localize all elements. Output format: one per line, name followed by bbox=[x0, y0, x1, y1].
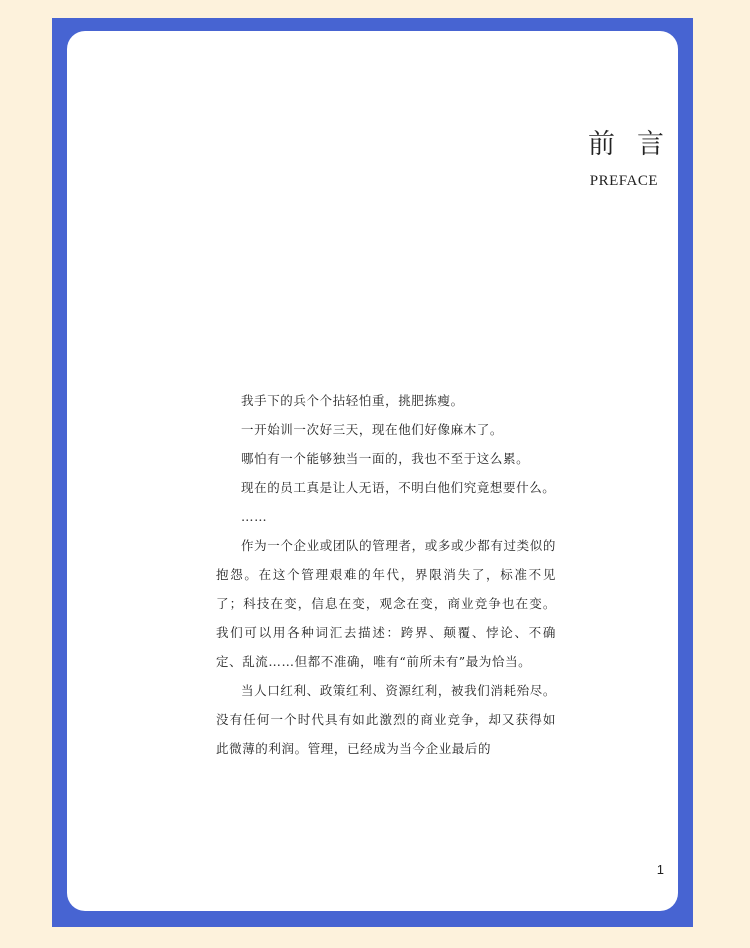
page-subtitle: PREFACE bbox=[589, 173, 658, 189]
paragraph: …… bbox=[241, 509, 268, 524]
paragraph: 哪怕有一个能够独当一面的，我也不至于这么累。 bbox=[241, 451, 530, 466]
paragraph: 现在的员工真是让人无语，不明白他们究竟想要什么。 bbox=[241, 480, 556, 495]
paragraph: 作为一个企业或团队的管理者，或多或少都有过类似的抱怨。在这个管理艰难的年代，界限消失了，标准不见了；科技在变，信息在变，观念在变，商业竞争也在变。我们可以用各种词汇去描述：跨界、颠覆、悖论、不确定、乱流……但都不准确，唯有“前所未有”最为恰当。 bbox=[216, 538, 556, 669]
paragraph: 当人口红利、政策红利、资源红利，被我们消耗殆尽。没有任何一个时代具有如此激烈的商业竞争，却又获得如此微薄的利润。管理，已经成为当今企业最后的 bbox=[216, 683, 556, 756]
paragraph: 我手下的兵个个拈轻怕重，挑肥拣瘦。 bbox=[241, 393, 464, 408]
page-number: 1 bbox=[656, 862, 664, 877]
paragraph: 一开始训一次好三天，现在他们好像麻木了。 bbox=[241, 422, 504, 437]
page-title: 前言 bbox=[588, 129, 686, 160]
body-text bbox=[216, 386, 556, 763]
